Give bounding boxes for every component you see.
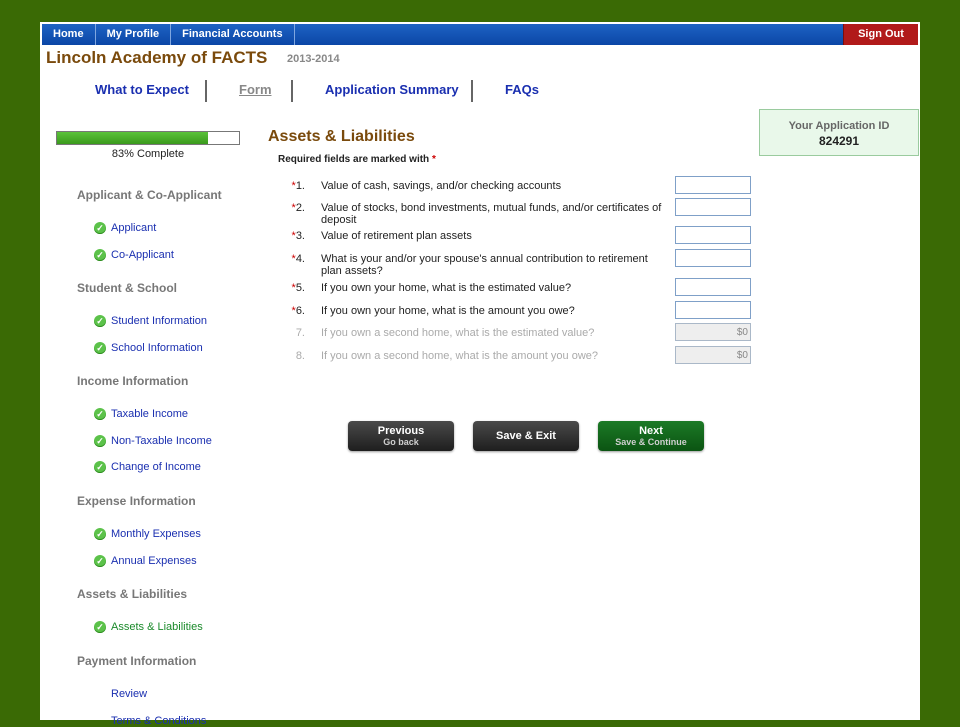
sidebar-item[interactable] [94, 222, 156, 234]
sidebar-section-title: Expense Information [77, 494, 196, 508]
sidebar-item-label: Annual Expenses [111, 554, 197, 567]
required-note [278, 154, 436, 165]
question-number [286, 282, 305, 294]
check-circle-icon: ✓ [94, 555, 106, 567]
amount-input[interactable] [675, 249, 751, 267]
previous-button[interactable] [348, 421, 454, 451]
question-text: What is your and/or your spouse's annual contribution to retirement plan assets? [321, 253, 648, 277]
sidebar-section-title: Assets & Liabilities [77, 587, 188, 601]
question-number-text: 1. [295, 180, 305, 192]
application-id-box [759, 109, 919, 156]
required-marker: * [291, 253, 296, 265]
required-marker: * [291, 282, 296, 294]
check-circle-icon: ✓ [94, 621, 106, 633]
amount-input[interactable] [675, 346, 751, 364]
question-text: If you own your home, what is the estimated value? [321, 282, 572, 294]
question-number [286, 202, 305, 214]
sidebar-item[interactable] [94, 461, 201, 473]
previous-button-sub: Go back [383, 437, 419, 447]
sidebar-item[interactable] [94, 528, 201, 540]
tab-faqs[interactable]: FAQs [505, 82, 539, 97]
sidebar-section-title: Student & School [77, 281, 177, 295]
question-text: If you own your home, what is the amount you owe? [321, 305, 575, 317]
sidebar-item-label: Non-Taxable Income [111, 434, 212, 447]
previous-button-label: Previous [377, 425, 425, 437]
sidebar-item-label: Assets & Liabilities [111, 621, 203, 633]
nav-home[interactable]: Home [42, 24, 96, 45]
tab-what-to-expect[interactable]: What to Expect [95, 82, 189, 97]
save-exit-button[interactable] [473, 421, 579, 451]
sidebar-item-label: Applicant [111, 222, 157, 234]
page [40, 22, 920, 727]
sidebar-item-label: Terms & Conditions [111, 714, 207, 727]
amount-input[interactable] [675, 226, 751, 244]
check-circle-icon: ✓ [94, 461, 106, 473]
required-note-text: Required fields are marked with [278, 154, 430, 165]
check-circle-icon: ✓ [94, 315, 106, 327]
sidebar-item-label: Taxable Income [111, 408, 189, 420]
sidebar-item-label: Review [111, 688, 148, 700]
question-number-text: 2. [295, 202, 305, 214]
sidebar-item[interactable] [94, 249, 174, 261]
question-number [286, 305, 305, 317]
save-exit-button-label: Save & Exit [496, 430, 556, 442]
question-number [286, 327, 305, 339]
question-number-text: 7. [295, 327, 305, 339]
sidebar-item-label: Co-Applicant [111, 248, 174, 261]
nav-financial-accounts[interactable]: Financial Accounts [171, 24, 294, 45]
question-number-text: 3. [295, 230, 305, 242]
progress-label: 83% Complete [111, 148, 185, 160]
required-marker: * [291, 202, 296, 214]
tab-divider [471, 80, 473, 102]
question-number-text: 5. [295, 282, 305, 294]
top-nav [42, 24, 918, 45]
sign-out-button[interactable]: Sign Out [843, 24, 918, 45]
check-circle-icon: ✓ [94, 222, 106, 234]
question-number-text: 8. [295, 350, 305, 362]
tab-divider [291, 80, 293, 102]
application-id-label: Your Application ID [788, 120, 890, 132]
next-button-sub: Save & Continue [615, 437, 687, 447]
question-text: Value of retirement plan assets [321, 230, 472, 242]
tab-application-summary[interactable]: Application Summary [325, 82, 459, 97]
sidebar-item-label: Change of Income [111, 461, 201, 473]
sidebar-section-title: Income Information [77, 374, 189, 388]
sidebar-item[interactable] [94, 621, 203, 633]
application-id-value: 824291 [818, 134, 860, 148]
question-number [286, 230, 305, 242]
progress-bar [56, 131, 240, 145]
sidebar-item-label: School Information [111, 341, 203, 354]
tab-divider [205, 80, 207, 102]
question-number-text: 4. [295, 253, 305, 265]
required-marker: * [431, 154, 436, 165]
amount-input[interactable] [675, 198, 751, 216]
sidebar-item-label: Student Information [111, 315, 208, 327]
sidebar-section-title: Payment Information [77, 654, 197, 668]
question-text: If you own a second home, what is the amount you owe? [321, 350, 598, 362]
question-number [286, 350, 305, 362]
sidebar-item[interactable] [94, 315, 207, 327]
amount-input[interactable] [675, 278, 751, 296]
sidebar-item[interactable] [94, 715, 206, 727]
sidebar-section-title: Applicant & Co-Applicant [77, 188, 222, 202]
question-number [286, 253, 305, 265]
question-text: Value of stocks, bond investments, mutual funds, and/or certificates of deposit [321, 202, 662, 226]
required-marker: * [291, 305, 296, 317]
progress-fill [57, 132, 208, 144]
school-name: Lincoln Academy of FACTS [46, 48, 268, 67]
sidebar-item[interactable] [94, 435, 212, 447]
question-text: If you own a second home, what is the estimated value? [321, 327, 595, 339]
sidebar-item[interactable] [94, 342, 203, 354]
sidebar-item-label: Monthly Expenses [111, 528, 201, 540]
next-button-label: Next [639, 425, 663, 437]
nav-my-profile[interactable]: My Profile [96, 24, 172, 45]
next-button[interactable] [598, 421, 704, 451]
sidebar-item[interactable] [94, 408, 188, 420]
form-title: Assets & Liabilities [268, 128, 415, 145]
question-number [286, 180, 305, 192]
check-circle-icon: ✓ [94, 342, 106, 354]
question-text: Value of cash, savings, and/or checking accounts [321, 180, 562, 192]
sidebar-item[interactable] [94, 555, 197, 567]
required-marker: * [291, 230, 296, 242]
amount-input[interactable] [675, 176, 751, 194]
check-circle-icon: ✓ [94, 528, 106, 540]
amount-input[interactable] [675, 323, 751, 341]
check-circle-icon: ✓ [94, 249, 106, 261]
tab-form[interactable]: Form [239, 82, 272, 97]
check-circle-icon: ✓ [94, 435, 106, 447]
question-number-text: 6. [295, 305, 305, 317]
school-year: 2013-2014 [287, 53, 340, 65]
amount-input[interactable] [675, 301, 751, 319]
check-circle-icon: ✓ [94, 408, 106, 420]
sidebar-item[interactable] [94, 688, 147, 700]
required-marker: * [291, 180, 296, 192]
